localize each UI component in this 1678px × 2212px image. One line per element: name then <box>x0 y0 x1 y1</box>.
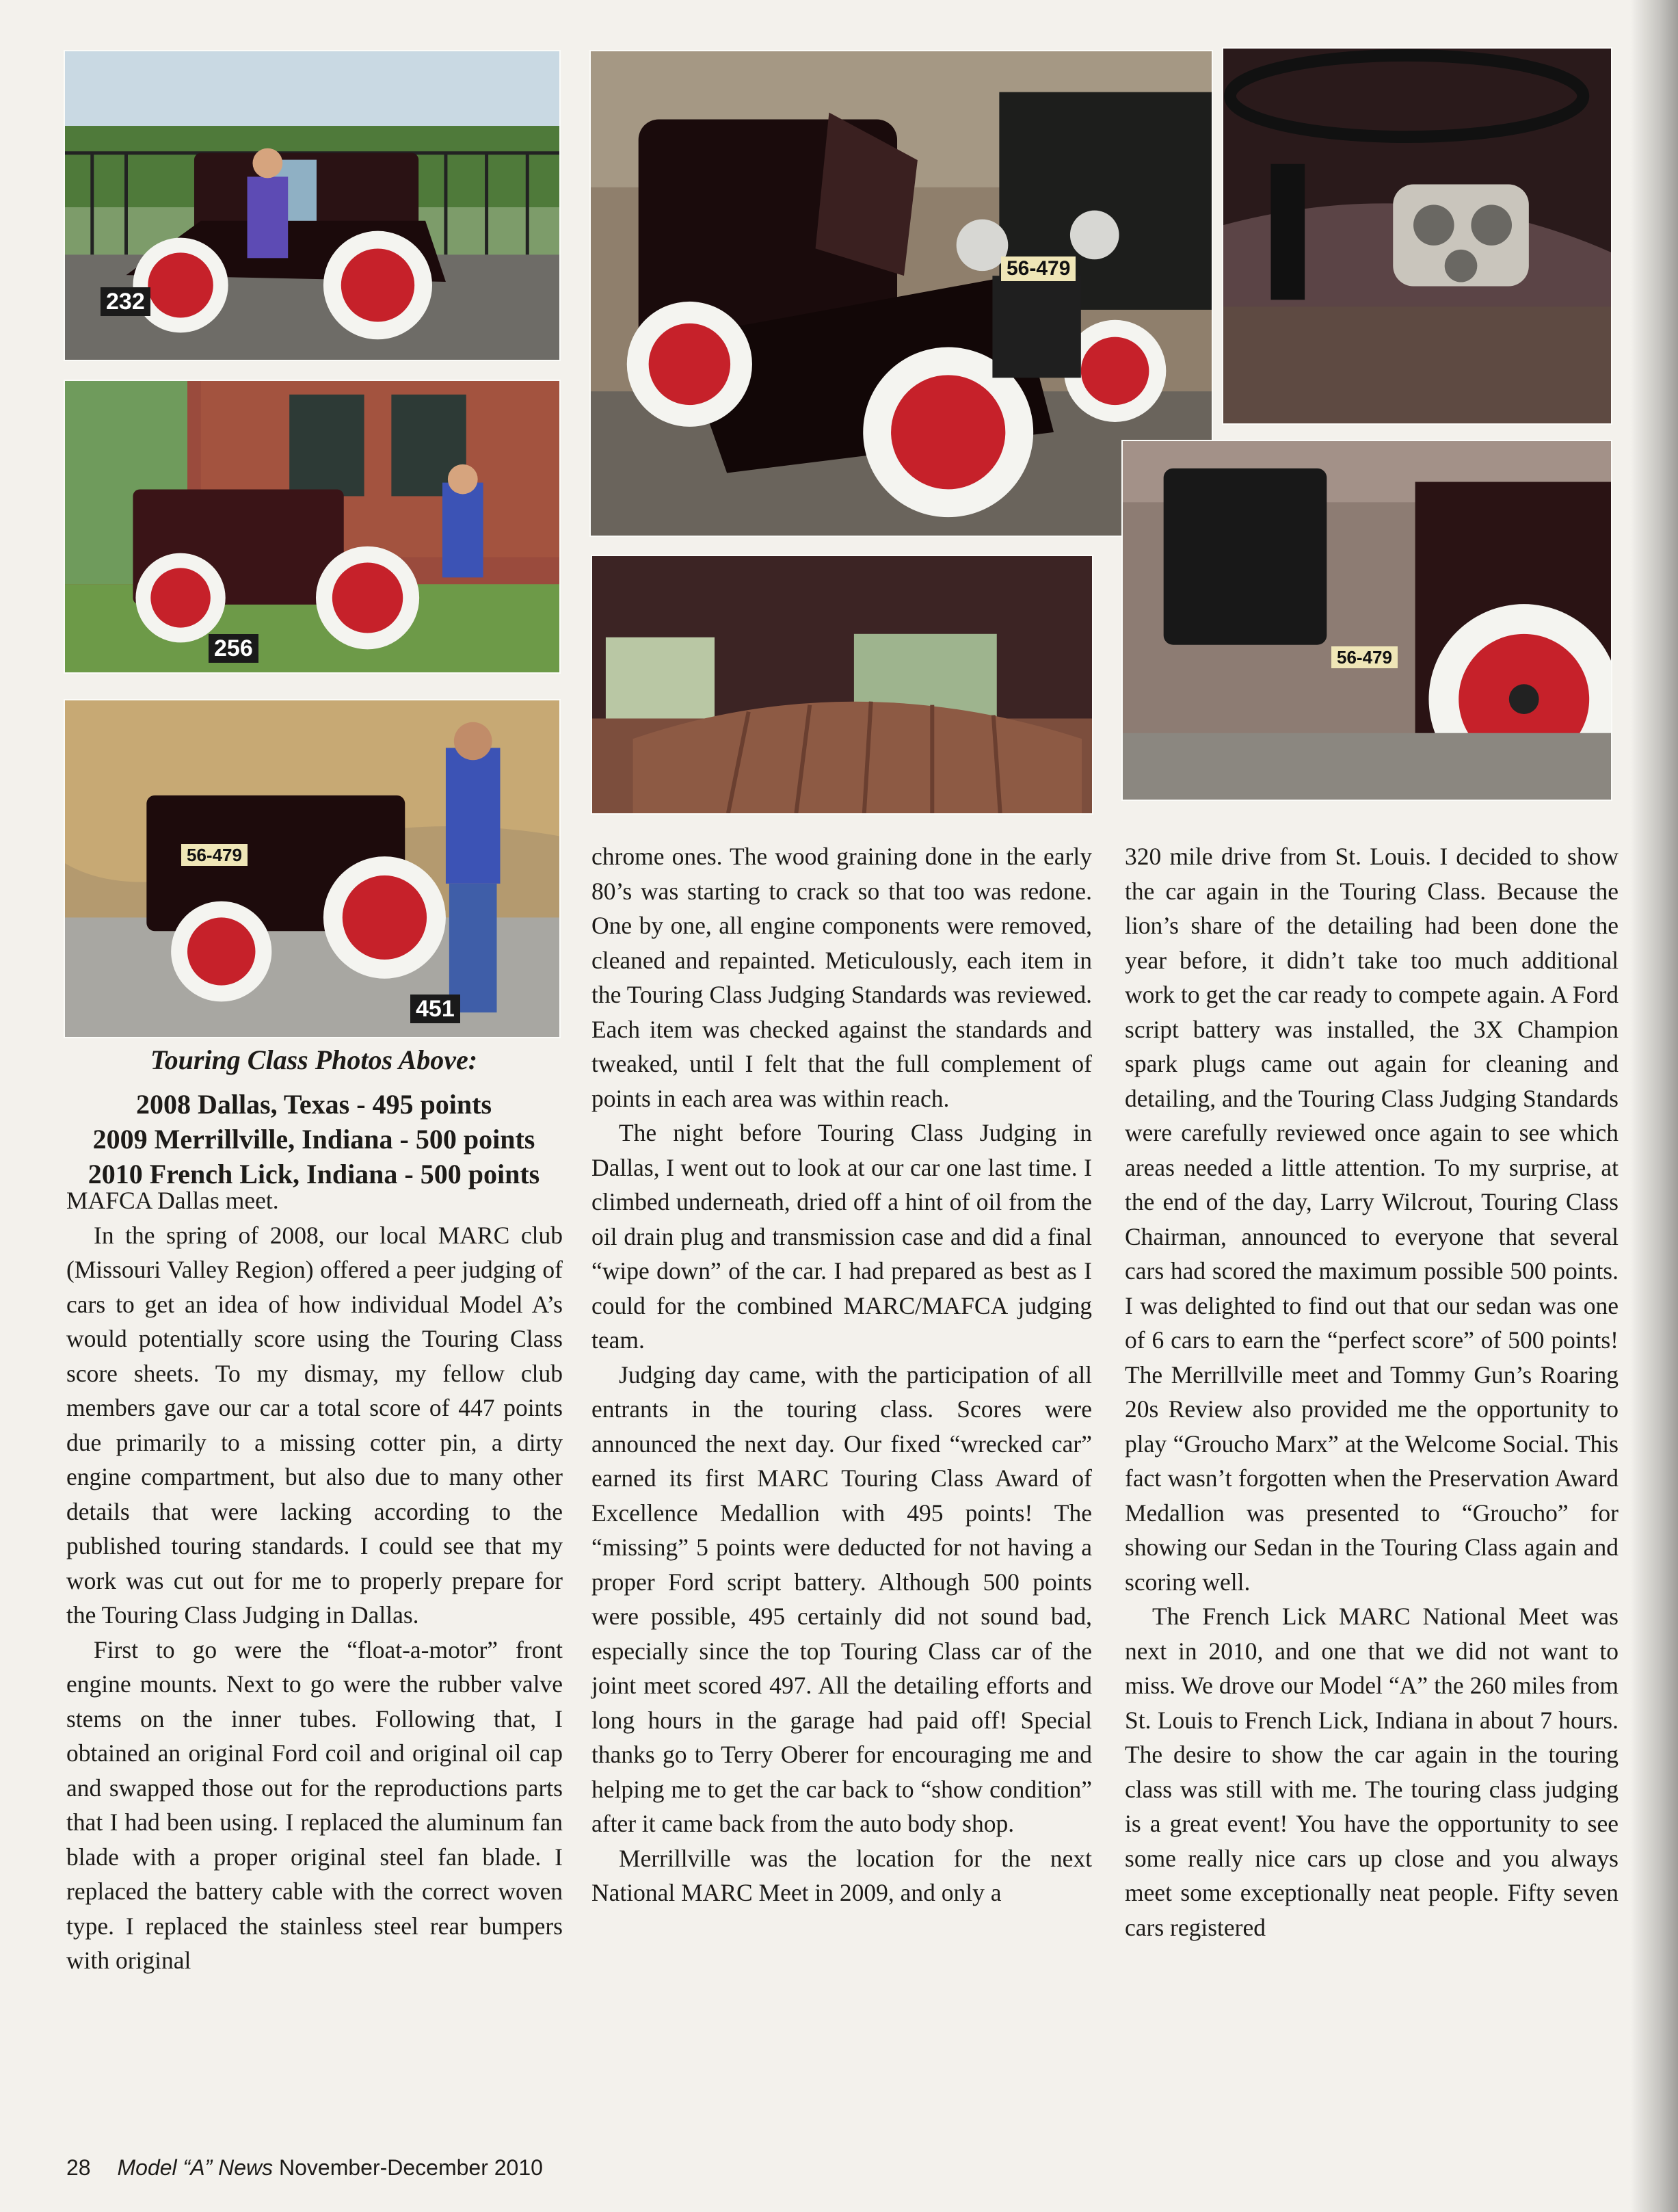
caption-line: 2008 Dallas, Texas - 495 points <box>135 1089 492 1120</box>
text-column-2 <box>591 839 1092 1910</box>
photo-2010-french-lick <box>64 699 561 1038</box>
paragraph: Merrillville was the location for the next National MARC Meet in 2009, and only a <box>591 1844 1092 1906</box>
photo-engine-open <box>589 50 1213 537</box>
text-column-1 <box>66 1183 563 1978</box>
paragraph: In the spring of 2008, our local MARC club (Missouri Valley Region) offered a peer judging of cars to get an idea of how individual Model A’s would potentially score using the Touring Class score sheets. To my dismay, my fellow club members gave our car a total score of 447 points due primarily to a missing cotter pin, a dirty engine compartment, but also due to many other details that were lacking according to the published touring standards. I could see that my work was cut out for me to properly prepare for the Touring Class Judging in Dallas. <box>66 1221 563 1629</box>
caption-title: Touring Class Photos Above: <box>150 1044 478 1075</box>
car-number-label: 232 <box>101 287 150 316</box>
paragraph: First to go were the “float-a-motor” front engine mounts. Next to go were the rubber valve stems on the inner tubes. Following that, I obtained an original Ford coil and original oil cap and swapped those out for the reproductions parts that I had been using. I replaced the aluminum fan blade with a proper original steel fan blade. I replaced the battery cable with the correct woven type. I replaced the stainless steel rear bumpers with original <box>66 1635 563 1974</box>
car-number-label: 451 <box>410 995 460 1023</box>
photo-trunk <box>1121 440 1612 801</box>
license-plate: 56-479 <box>1331 646 1398 668</box>
page-number: 28 <box>66 2155 91 2180</box>
paragraph: chrome ones. The wood graining done in the early 80’s was starting to crack so that too was redone. One by one, all engine components were removed, cleaned and repainted. Meticulously, each item in the Touring Class Judging Standards was reviewed. Each item was checked against the standards and tweaked, until I felt that the full complement of points in each area was within reach. <box>591 843 1092 1112</box>
caption-line: 2010 French Lick, Indiana - 500 points <box>88 1159 540 1189</box>
paragraph: Judging day came, with the participation of all entrants in the touring class. Scores were announced the next day. Our fixed “wrecked car” earned its first MARC Touring Class Award of Excellence Medallion with 495 points! The “missing” 5 points were deducted for not having a proper Ford script battery. Although 500 points were possible, 495 certainly did not sound bad, especially since the top Touring Class car of the joint meet scored 497. All the detailing efforts and long hours in the garage had paid off! Special thanks go to Terry Oberer for encouraging me and helping me to get the car back to “show condition” after it came back from the auto body shop. <box>591 1360 1092 1837</box>
issue-date: November-December 2010 <box>278 2155 543 2180</box>
photo-2009-merrillville <box>64 380 561 674</box>
photo-2008-dallas <box>64 50 561 361</box>
photo-interior <box>591 555 1093 815</box>
page-footer <box>66 2155 543 2181</box>
magazine-title: Model “A” News <box>117 2155 274 2180</box>
photo-caption <box>65 1043 563 1191</box>
caption-line: 2009 Merrillville, Indiana - 500 points <box>92 1124 535 1155</box>
license-plate: 56-479 <box>181 844 248 866</box>
paragraph: The night before Touring Class Judging in Dallas, I went out to look at our car one last time. I climbed underneath, dried off a hint of oil from the oil drain plug and transmission case and did a final “wipe down” of the car. I had prepared as best as I could for the combined MARC/MAFCA judging team. <box>591 1119 1092 1354</box>
text-column-3 <box>1125 839 1619 1945</box>
license-plate: 56-479 <box>1001 256 1076 281</box>
paragraph: The French Lick MARC National Meet was next in 2010, and one that we did not want to miss. We drove our Model “A” the 260 miles from St. Louis to French Lick, Indiana in about 7 hours. The desire to show the car again in the touring class was still with me. The touring class judging is a great event! You have the opportunity to see some really nice cars up close and you always meet some exceptionally neat people. Fifty seven cars registered <box>1125 1603 1619 1941</box>
page-edge-shadow <box>1630 0 1678 2212</box>
paragraph: MAFCA Dallas meet. <box>66 1187 279 1214</box>
car-number-label: 256 <box>209 634 258 663</box>
paragraph: 320 mile drive from St. Louis. I decided to show the car again in the Touring Class. Because the lion’s share of the detailing had been done the year before, it didn’t take too much additional work to get the car ready to compete again. A Ford script battery was installed, the 3X Champion spark plugs came out again for cleaning and detailing, and the Touring Class Judging Standards were carefully reviewed once again to see which areas needed a little attention. To my surprise, at the end of the day, Larry Wilcrout, Touring Class Chairman, announced to everyone that several cars had scored the maximum possible 500 points. I was delighted to find out that our sedan was one of 6 cars to earn the “perfect score” of 500 points! The Merrillville meet and Tommy Gun’s Roaring 20s Review also provided me the opportunity to play “Groucho Marx” at the Welcome Social. This fact wasn’t forgotten when the Preservation Award Medallion was presented to “Groucho” for showing our Sedan in the Touring Class again and scoring well. <box>1125 843 1619 1596</box>
photo-dashboard <box>1222 47 1612 425</box>
